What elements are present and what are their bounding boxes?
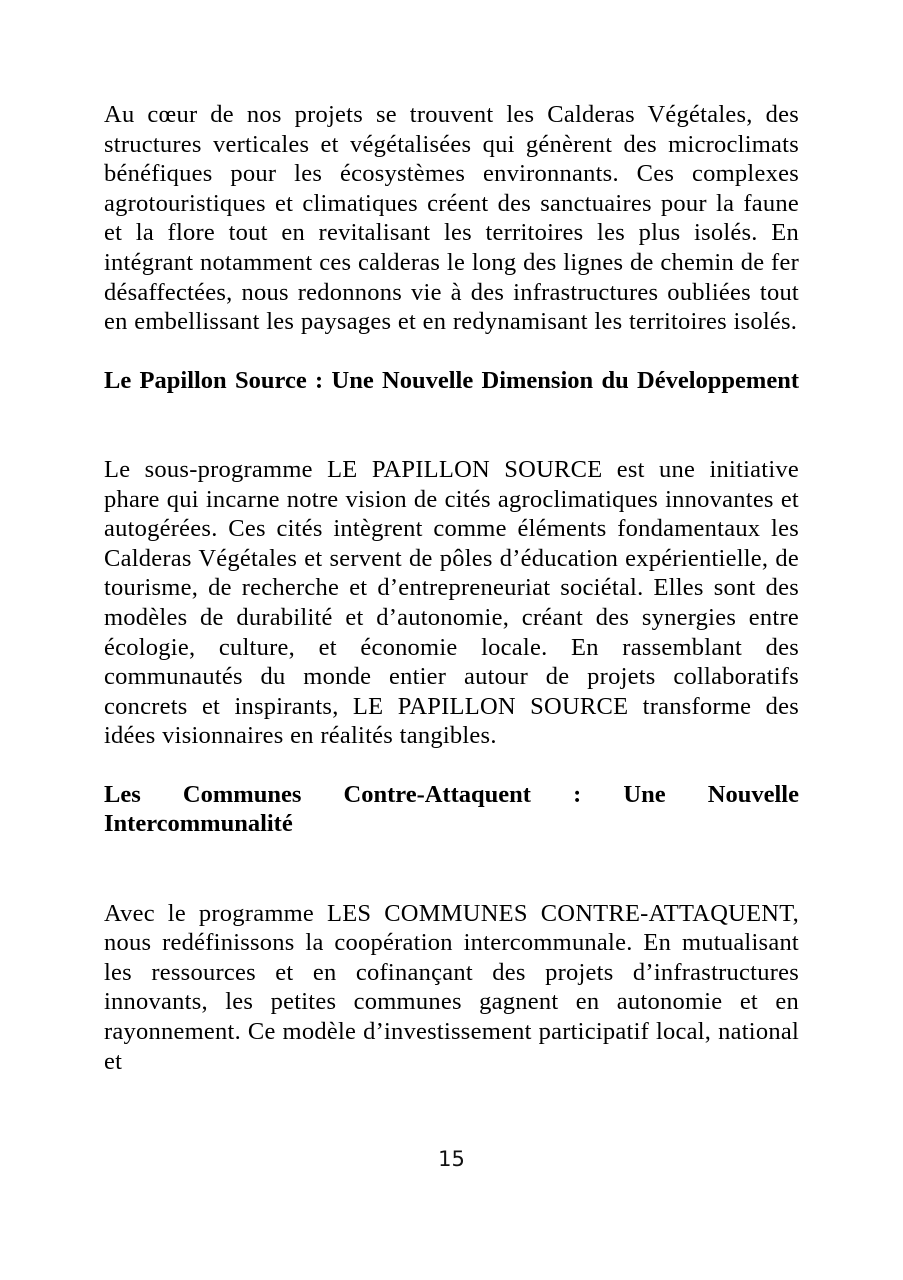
- paragraph-spacer: [104, 337, 799, 366]
- heading-spacer: [104, 869, 799, 899]
- paragraph-papillon-source: Le sous-programme LE PAPILLON SOURCE est une initiative phare qui incarne notre vision de cités agroclimatiques innovantes et autogérées. Ces cités intègrent comme éléments fondamentaux les Calderas Végétales et servent de pôles d’éducation expérientielle, de tourisme, de recherche et d’entrepreneuriat sociétal. Elles sont des modèles de durabilité et d’autonomie, créant des synergies entre écologie, culture, et économie locale. En rassemblant des communautés du monde entier autour de projets collaboratifs concrets et inspirants, LE PAPILLON SOURCE transforme des idées visionnaires en réalités tangibles.: [104, 455, 799, 750]
- paragraph-communes-contre-attaquent: Avec le programme LES COMMUNES CONTRE-ATTAQUENT, nous redéfinissons la coopération intercommunale. En mutualisant les ressources et en cofinançant des projets d’infrastructures innovants, les petites communes gagnent en autonomie et en rayonnement. Ce modèle d’investissement participatif local, national et: [104, 899, 799, 1075]
- page-number: 15: [438, 1147, 465, 1171]
- heading-papillon-source: Le Papillon Source : Une Nouvelle Dimension du Développement: [104, 366, 799, 394]
- heading-communes-contre-attaquent: Les Communes Contre-Attaquent : Une Nouvelle Intercommunalité: [104, 780, 799, 838]
- heading-spacer: [104, 425, 799, 455]
- paragraph-spacer: [104, 751, 799, 780]
- page-text-column: [104, 100, 799, 1076]
- paragraph-calderas-vegetales: Au cœur de nos projets se trouvent les Calderas Végétales, des structures verticales et végétalisées qui génèrent des microclimats bénéfiques pour les écosystèmes environnants. Ces complexes agrotouristiques et climatiques créent des sanctuaires pour la faune et la flore tout en revitalisant les territoires les plus isolés. En intégrant notamment ces calderas le long des lignes de chemin de fer désaffectées, nous redonnons vie à des infrastructures oubliées tout en embellissant les paysages et en redynamisant les territoires isolés.: [104, 101, 799, 336]
